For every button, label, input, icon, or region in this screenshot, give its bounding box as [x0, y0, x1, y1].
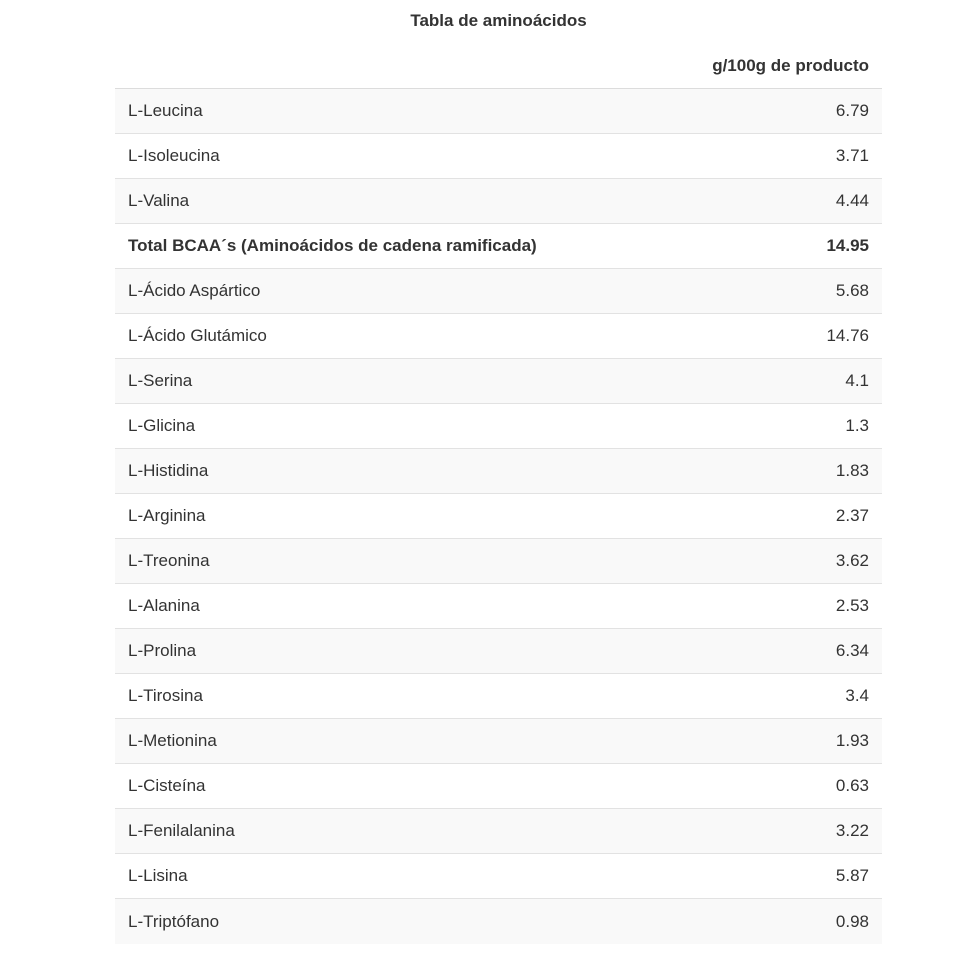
table-row — [115, 764, 882, 809]
table-body — [115, 89, 882, 944]
amino-acid-name: L-Ácido Aspártico — [128, 281, 261, 300]
amino-acid-value: 1.83 — [835, 461, 869, 480]
amino-acid-value: 0.98 — [835, 911, 869, 931]
table-row — [115, 854, 882, 899]
table-row — [115, 89, 882, 134]
amino-acid-name: L-Ácido Glutámico — [128, 326, 267, 345]
amino-acid-value: 1.93 — [835, 731, 869, 750]
table-row — [115, 179, 882, 224]
amino-acid-value: 5.68 — [835, 281, 869, 300]
amino-acid-name: L-Isoleucina — [128, 146, 220, 165]
amino-acid-value: 14.95 — [826, 236, 869, 255]
amino-acid-value: 3.62 — [835, 551, 869, 570]
amino-acid-name: L-Serina — [128, 371, 193, 390]
amino-acid-name: L-Prolina — [128, 641, 197, 660]
amino-acid-name: L-Lisina — [128, 866, 188, 885]
amino-acid-value: 0.63 — [835, 776, 869, 795]
amino-acid-value: 3.22 — [835, 821, 869, 840]
table-row — [115, 494, 882, 539]
amino-acid-value: 3.4 — [845, 686, 869, 705]
table-row — [115, 404, 882, 449]
table-row — [115, 809, 882, 854]
table-row — [115, 584, 882, 629]
amino-acid-name: L-Triptófano — [128, 911, 220, 931]
amino-acid-name: L-Cisteína — [128, 776, 206, 795]
amino-acid-value: 6.79 — [835, 101, 869, 120]
amino-acid-value: 4.1 — [845, 371, 869, 390]
amino-acid-value: 2.37 — [835, 506, 869, 525]
table-row — [115, 539, 882, 584]
amino-acid-name: L-Histidina — [128, 461, 209, 480]
table-row — [115, 359, 882, 404]
amino-acid-name: L-Alanina — [128, 596, 200, 615]
amino-acid-name: L-Fenilalanina — [128, 821, 235, 840]
column-header-value: g/100g de producto — [712, 56, 869, 75]
table-row — [115, 719, 882, 764]
amino-acid-value: 3.71 — [835, 146, 869, 165]
amino-acid-name: L-Valina — [128, 191, 190, 210]
table-row — [115, 674, 882, 719]
table-row — [115, 629, 882, 674]
amino-acid-name: L-Treonina — [128, 551, 210, 570]
amino-acid-name: L-Glicina — [128, 416, 196, 435]
table-row — [115, 899, 882, 944]
amino-acid-value: 1.3 — [845, 416, 869, 435]
table-row — [115, 224, 882, 269]
amino-acid-name: L-Metionina — [128, 731, 217, 750]
amino-acid-value: 14.76 — [826, 326, 869, 345]
amino-acid-name: L-Arginina — [128, 506, 206, 525]
amino-acid-name: L-Tirosina — [128, 686, 203, 705]
amino-acid-value: 4.44 — [835, 191, 869, 210]
amino-acid-value: 2.53 — [835, 596, 869, 615]
amino-acid-name: L-Leucina — [128, 101, 203, 120]
table-header-row — [115, 44, 882, 89]
amino-acid-name: Total BCAA´s (Aminoácidos de cadena ramificada) — [128, 236, 537, 255]
amino-acid-table — [115, 44, 882, 944]
amino-acid-value: 6.34 — [835, 641, 869, 660]
table-row — [115, 134, 882, 179]
amino-acid-value: 5.87 — [835, 866, 869, 885]
table-row — [115, 314, 882, 359]
table-row — [115, 449, 882, 494]
table-title: Tabla de aminoácidos — [410, 11, 587, 30]
table-row — [115, 269, 882, 314]
